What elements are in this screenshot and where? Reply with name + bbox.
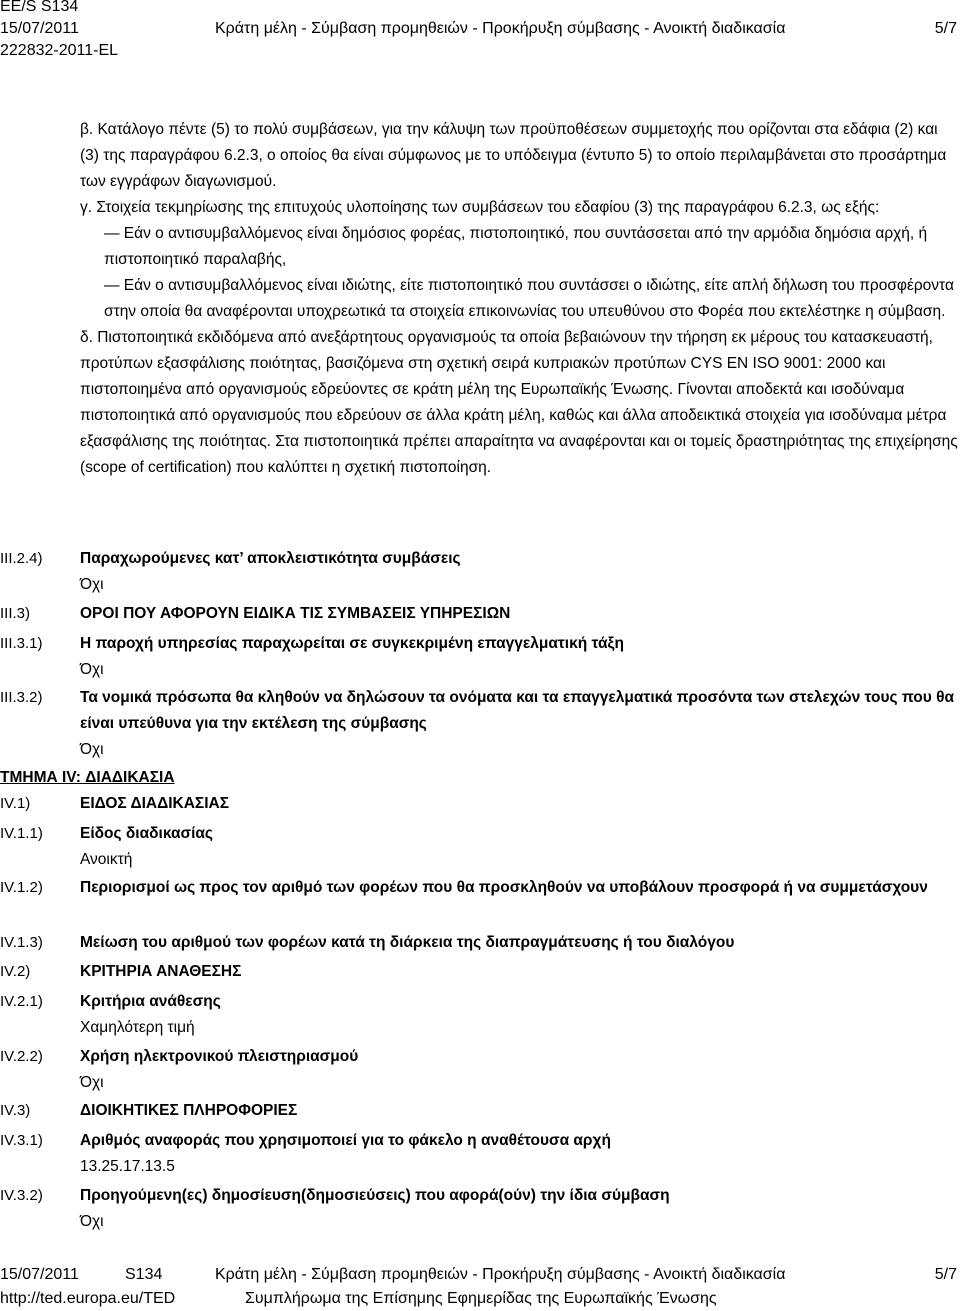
section-title: Είδος διαδικασίας bbox=[80, 825, 213, 842]
header-date: 15/07/2011 bbox=[0, 20, 79, 37]
section-value: Όχι bbox=[80, 741, 104, 758]
section-number: III.3.2) bbox=[0, 689, 43, 706]
section-number: IV.3.2) bbox=[0, 1187, 43, 1204]
doc-code: EE/S S134 bbox=[0, 0, 79, 15]
section-value: Όχι bbox=[80, 1074, 104, 1091]
footer-page: 5/7 bbox=[934, 1266, 957, 1283]
section-number: IV.1.1) bbox=[0, 825, 43, 842]
dash-item-public: — Εάν ο αντισυμβαλλόμενος είναι δημόσιος φορέας, πιστοποιητικό, που συντάσσεται από την αρμόδια δημόσια αρχή, ή πιστοποιητικό παραλαβής, bbox=[104, 225, 928, 268]
footer-title: Κράτη μέλη - Σύμβαση προμηθειών - Προκήρυξη σύμβασης - Ανοικτή διαδικασία bbox=[215, 1266, 786, 1283]
body-text bbox=[80, 117, 960, 481]
section-number: IV.2) bbox=[0, 963, 31, 980]
dash-item-private: — Εάν ο αντισυμβαλλόμενος είναι ιδιώτης, είτε πιστοποιητικό που συντάσσει ο ιδιώτης, είτε απλή δήλωση του προσφέροντα στην οποία θα αναφέρονται υποχρεωτικά τα στοιχεία επικοινωνίας του υπευθύνου στο Φορέα που εκτελέστηκε η σύμβαση. bbox=[104, 277, 954, 320]
notice-number: 222832-2011-EL bbox=[0, 42, 119, 59]
footer-publication: Συμπλήρωμα της Επίσημης Εφημερίδας της Ευρωπαϊκής Ένωσης bbox=[245, 1290, 717, 1307]
section-title: ΟΡΟΙ ΠΟΥ ΑΦΟΡΟΥΝ ΕΙΔΙΚΑ ΤΙΣ ΣΥΜΒΑΣΕΙΣ ΥΠΗΡΕΣΙΩΝ bbox=[80, 605, 511, 622]
section-title: Τα νομικά πρόσωπα θα κληθούν να δηλώσουν τα ονόματα και τα επαγγελματικά προσόντα των στελεχών τους που θα είναι υπεύθυνα για την εκτέλεση της σύμβασης bbox=[80, 689, 954, 732]
section-title: Μείωση του αριθμού των φορέων κατά τη διάρκεια της διαπραγμάτευσης ή του διαλόγου bbox=[80, 934, 735, 951]
section-title: Περιορισμοί ως προς τον αριθμό των φορέων που θα προσκληθούν να υποβάλουν προσφορά ή να συμμετάσχουν bbox=[80, 879, 928, 896]
part-iv-heading: ΤΜΗΜΑ IV: ΔΙΑΔΙΚΑΣΙΑ bbox=[0, 769, 175, 786]
section-number: IV.1.2) bbox=[0, 879, 43, 896]
section-number: IV.3) bbox=[0, 1102, 31, 1119]
section-number: IV.2.1) bbox=[0, 993, 43, 1010]
section-value: Όχι bbox=[80, 1213, 104, 1230]
section-title: Η παροχή υπηρεσίας παραχωρείται σε συγκεκριμένη επαγγελματική τάξη bbox=[80, 635, 624, 652]
section-value: Όχι bbox=[80, 661, 104, 678]
header-title: Κράτη μέλη - Σύμβαση προμηθειών - Προκήρυξη σύμβασης - Ανοικτή διαδικασία bbox=[215, 20, 786, 37]
section-number: IV.2.2) bbox=[0, 1048, 43, 1065]
header-page: 5/7 bbox=[934, 20, 957, 37]
section-number: IV.1.3) bbox=[0, 934, 43, 951]
section-title: Παραχωρούμενες κατ’ αποκλειστικότητα συμβάσεις bbox=[80, 550, 461, 567]
section-title: ΔΙΟΙΚΗΤΙΚΕΣ ΠΛΗΡΟΦΟΡΙΕΣ bbox=[80, 1102, 298, 1119]
paragraph-beta: β. Κατάλογο πέντε (5) το πολύ συμβάσεων, για την κάλυψη των προϋποθέσεων συμμετοχής που ορίζονται στα εδάφια (2) και (3) της παραγράφου 6.2.3, ο οποίος θα είναι σύμφωνος με το υπόδειγμα (έντυπο 5) το οποίο περιλαμβάνεται στο προσάρτημα των εγγράφων διαγωνισμού. bbox=[80, 121, 947, 190]
section-value: 13.25.17.13.5 bbox=[80, 1158, 175, 1175]
section-number: III.2.4) bbox=[0, 550, 43, 567]
section-number: III.3.1) bbox=[0, 635, 43, 652]
section-number: IV.1) bbox=[0, 795, 31, 812]
footer-url: http://ted.europa.eu/TED bbox=[0, 1290, 176, 1307]
section-value: Ανοικτή bbox=[80, 851, 133, 868]
section-number: IV.3.1) bbox=[0, 1132, 43, 1149]
section-title: Προηγούμενη(ες) δημοσίευση(δημοσιεύσεις) που αφορά(ούν) την ίδια σύμβαση bbox=[80, 1187, 670, 1204]
section-title: ΚΡΙΤΗΡΙΑ ΑΝΑΘΕΣΗΣ bbox=[80, 963, 242, 980]
footer-code: S134 bbox=[125, 1266, 163, 1283]
footer-date: 15/07/2011 bbox=[0, 1266, 79, 1283]
section-number: III.3) bbox=[0, 605, 31, 622]
section-title: Χρήση ηλεκτρονικού πλειστηριασμού bbox=[80, 1048, 359, 1065]
section-title: ΕΙΔΟΣ ΔΙΑΔΙΚΑΣΙΑΣ bbox=[80, 795, 230, 812]
section-value: Όχι bbox=[80, 576, 104, 593]
paragraph-delta: δ. Πιστοποιητικά εκδιδόμενα από ανεξάρτητους οργανισμούς τα οποία βεβαιώνουν την τήρηση εκ μέρους του κατασκευαστή, προτύπων εξασφάλισης ποιότητας, βασιζόμενα στη σχετική σειρά κυπριακών προτύπων CYS EN ISO 9001: 2000 και πιστοποιημένα από οργανισμούς εδρεύοντες σε κράτη μέλη της Ευρωπαϊκής Ένωσης. Γίνονται αποδεκτά και ισοδύναμα πιστοποιητικά από οργανισμούς που εδρεύουν σε άλλα κράτη μέλη, καθώς και άλλα αποδεικτικά στοιχεία για ισοδύναμα μέτρα εξασφάλισης της ποιότητας. Στα πιστοποιητικά πρέπει απαραίτητα να αναφέρονται και οι τομείς δραστηριότητας της επιχείρησης (scope of certification) που καλύπτει η σχετική πιστοποίηση. bbox=[80, 329, 958, 476]
section-title: Αριθμός αναφοράς που χρησιμοποιεί για το φάκελο η αναθέτουσα αρχή bbox=[80, 1132, 611, 1149]
section-value: Χαμηλότερη τιμή bbox=[80, 1019, 195, 1036]
paragraph-gamma: γ. Στοιχεία τεκμηρίωσης της επιτυχούς υλοποίησης των συμβάσεων του εδαφίου (3) της παραγράφου 6.2.3, ως εξής: bbox=[80, 199, 880, 216]
section-title: Κριτήρια ανάθεσης bbox=[80, 993, 221, 1010]
